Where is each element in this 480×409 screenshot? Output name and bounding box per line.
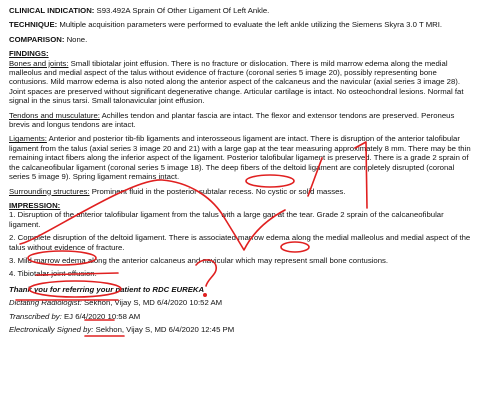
impression-item-2: 2. Complete disruption of the deltoid ligament. There is associated marrow edema along the medial malleolus and medial aspect of the talus without evidence of fracture. [9,233,471,252]
impression-heading: IMPRESSION: [9,200,61,210]
impression-item-3: 3. Mild marrow edema along the anterior calcaneus and navicular which may represent small bone contusions. [9,255,389,265]
radiology-report [9,6,473,338]
findings-ligaments [9,134,473,181]
findings-surrounding [9,187,473,196]
bones-label: Bones and joints: [9,58,69,68]
technique-text: Multiple acquisition parameters were performed to evaluate the left ankle utilizing the Siemens Skyra 3.0 T MRI. [59,20,443,30]
clinical-indication-label: CLINICAL INDICATION: [9,6,95,15]
technique [9,20,473,29]
impression-item-1: 1. Disruption of the anterior talofibular ligament from the talus with a large gap at the tear. Grade 2 sprain of the calcaneofibular ligament. [9,210,444,229]
comparison-text: None. [66,34,88,44]
impression-item-4: 4. Tibiotalar joint effusion. [9,269,97,279]
bones-text: Small tibiotalar joint effusion. There is no fracture or dislocation. There is mild marrow edema along the medial malleolus and medial aspect of the talus without evidence of fracture (coronal series 5 image 20), possibly representing bone contusions. Mild marrow edema is also noted along the anterior aspect of the calcaneus and the navicular (axial series 3 image 28). Joint spaces are preserved without significant degenerative change. Articular cartilage is intact. No osteochondral lesions. Normal fat signal in the sinus tarsi. Small talonavicular joint effusion. [9,58,464,106]
clinical-indication-text: S93.492A Sprain Of Other Ligament Of Left Ankle. [96,6,270,15]
signed-value: Sekhon, Vijay S, MD 6/4/2020 12:45 PM [95,324,235,334]
dictating-radiologist [9,298,473,307]
findings-bones [9,59,473,106]
surrounding-label: Surrounding structures: [9,186,90,196]
impression [9,201,473,279]
comparison-label: COMPARISON: [9,34,65,44]
tendons-label: Tendons and musculature: [9,110,100,120]
dictating-value: Sekhon, Vijay S, MD 6/4/2020 10:52 AM [83,298,223,308]
technique-label: TECHNIQUE: [9,20,58,30]
ligaments-label: Ligaments: [9,134,47,144]
findings [9,49,473,196]
transcribed-by [9,312,473,321]
surrounding-text: Prominent fluid in the posterior subtalar recess. No cystic or solid masses. [91,186,346,196]
comparison [9,35,473,44]
transcribed-label: Transcribed by: [9,311,62,321]
findings-heading: FINDINGS: [9,49,49,59]
tendons-text: Achilles tendon and plantar fascia are intact. The flexor and extensor tendons are preserved. Peroneus brevis and longus tendons are intact. [9,110,455,130]
electronically-signed [9,325,473,334]
dictating-label: Dictating Radiologist: [9,298,82,308]
signed-label: Electronically Signed by: [9,324,94,334]
ligaments-text: Anterior and posterior tib-fib ligaments and interosseous ligament are intact. There is disruption of the anterior talofibular ligament from the talus (axial series 3 image 20 and 21) with a large gap at the tear measuring approximately 8 mm. There may be thin remaining intact fibers along the inferior aspect of the ligament. Posterior talofibular ligament is preserved. There is a grade 2 sprain of the calcaneofibular ligament (coronal series 5 image 18). The deep fibers of the deltoid ligament are completely disrupted (coronal series 5 image 9). Spring ligament remains intact. [9,134,471,182]
transcribed-value: EJ 6/4/2020 10:58 AM [64,311,141,321]
findings-tendons [9,111,473,130]
clinical-indication [9,6,473,15]
thank-you-line: Thank you for referring your patient to RDC EUREKA [9,284,205,294]
